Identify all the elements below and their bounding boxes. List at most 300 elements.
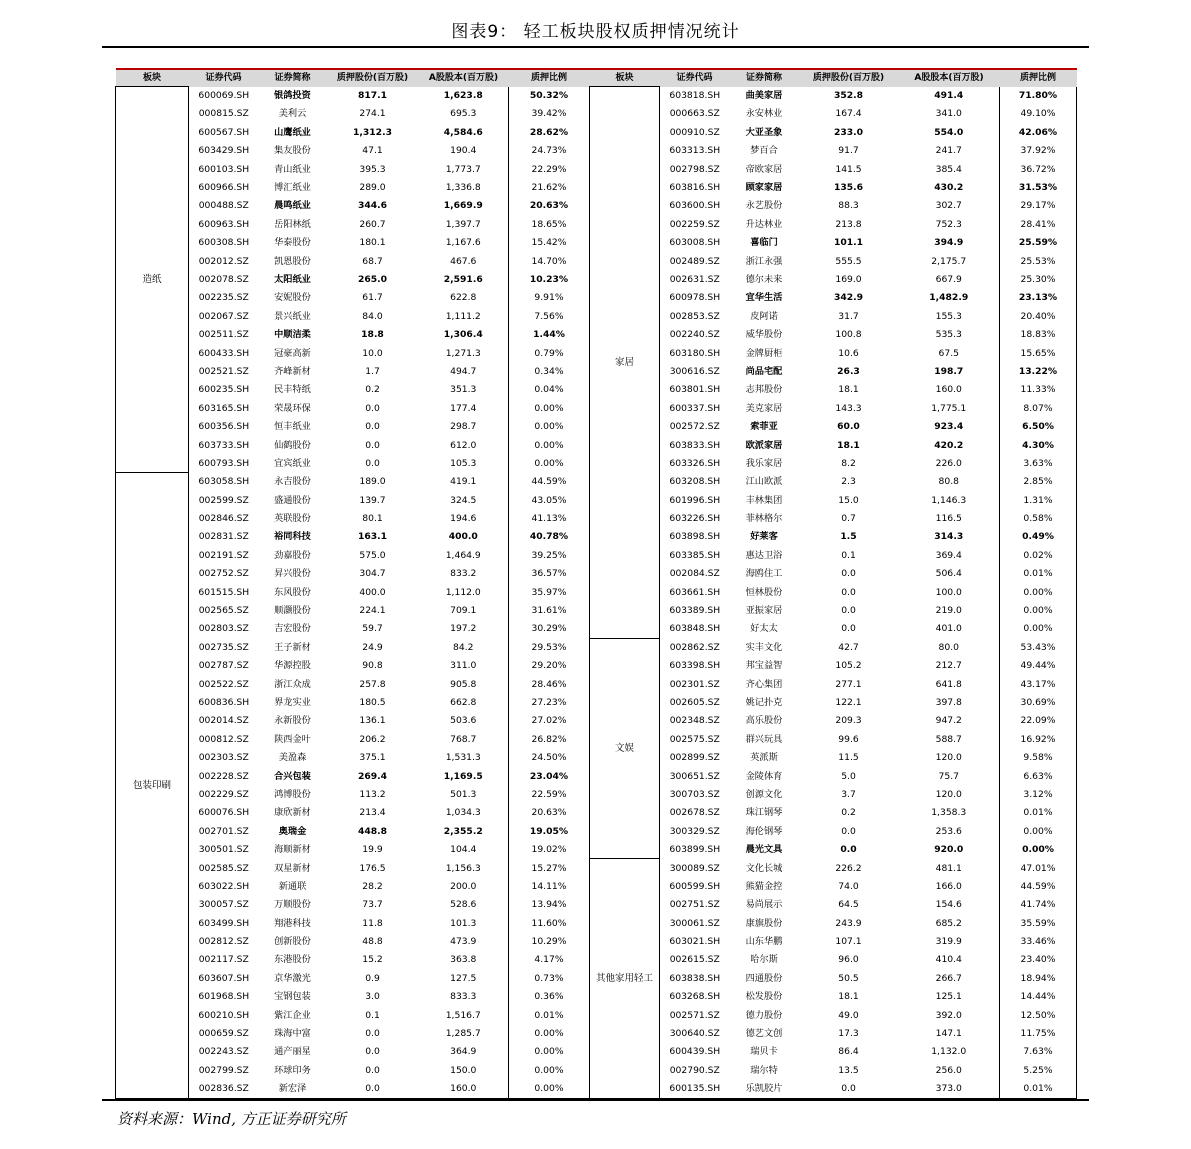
header-sector: 板块 [116, 69, 189, 87]
cell-pledged: 74.0 [838, 880, 859, 892]
cell-ashares: 105.3 [450, 457, 477, 469]
cell-ashares: 709.1 [450, 605, 477, 617]
cell-ashares: 373.0 [899, 1080, 1000, 1099]
cell-code: 603801.SH [669, 384, 721, 396]
cell-pledged: 135.6 [833, 182, 864, 194]
cell-pledged: 49.0 [838, 1009, 859, 1021]
cell-ashares: 1,623.8 [443, 90, 483, 102]
cell-pledged: 18.1 [837, 439, 860, 451]
cell-code: 603208.SH [669, 476, 721, 488]
cell-ratio: 3.63% [1000, 454, 1077, 472]
cell-pledged: 5.0 [841, 770, 856, 782]
cell-pledged: 375.1 [359, 752, 386, 764]
cell-name: 青山纸业 [274, 163, 311, 175]
cell-name: 民丰特纸 [274, 384, 311, 396]
cell-code: 603008.SH [669, 237, 721, 249]
cell-pledged: 28.2 [362, 880, 383, 892]
cell-ratio: 36.72% [1000, 160, 1077, 178]
cell-pledged: 96.0 [838, 954, 859, 966]
cell-pledged: 274.1 [359, 108, 386, 120]
cell-code: 603022.SH [198, 880, 250, 892]
cell-pledged: 86.4 [838, 1046, 859, 1058]
cell-pledged: 0.2 [365, 384, 380, 396]
sector-cell: 其他家用轻工 [590, 859, 660, 1099]
cell-pledged: 0.0 [365, 1046, 380, 1058]
cell-ashares: 528.6 [450, 899, 477, 911]
cell-ashares: 1,132.0 [931, 1046, 967, 1058]
cell-code: 002078.SZ [198, 274, 249, 285]
cell-name: 德艺文创 [745, 1028, 783, 1040]
cell-ratio: 11.60% [509, 914, 590, 932]
cell-pledged: 10.6 [838, 347, 859, 359]
cell-code: 002812.SZ [198, 936, 249, 948]
cell-code: 002846.SZ [198, 513, 249, 525]
cell-ashares: 1,111.2 [445, 310, 481, 322]
cell-ashares: 116.5 [935, 513, 962, 525]
cell-ratio: 18.65% [509, 215, 590, 233]
cell-ashares: 430.2 [934, 182, 964, 194]
cell-name: 紫江企业 [274, 1009, 311, 1021]
cell-pledged: 0.0 [841, 623, 856, 635]
cell-ashares: 364.9 [450, 1046, 477, 1058]
cell-name: 乐凯胶片 [730, 1080, 799, 1099]
cell-pledged: 13.5 [838, 1064, 859, 1076]
cell-name: 山鹰纸业 [274, 126, 311, 138]
table-row [116, 859, 1077, 877]
cell-code: 300057.SZ [198, 899, 249, 911]
table-body [116, 87, 1077, 1099]
cell-ashares: 506.4 [935, 568, 962, 580]
cell-pledged: 88.3 [838, 200, 859, 212]
cell-ratio: 39.42% [509, 105, 590, 123]
cell-ratio: 20.40% [1000, 307, 1077, 325]
cell-ashares: 200.0 [450, 880, 477, 892]
cell-pledged: 1.7 [365, 365, 380, 377]
cell-code: 002631.SZ [669, 274, 720, 285]
cell-name: 英联股份 [274, 513, 311, 525]
header-sector: 板块 [590, 69, 660, 87]
cell-code: 002862.SZ [669, 641, 720, 653]
cell-pledged: 448.8 [357, 825, 388, 837]
cell-ratio: 49.44% [1000, 657, 1077, 675]
cell-pledged: 84.0 [362, 310, 383, 322]
cell-ratio: 31.61% [509, 601, 590, 619]
cell-code: 600235.SH [198, 384, 250, 396]
cell-pledged: 91.7 [838, 145, 859, 157]
cell-name: 姚记扑克 [745, 696, 783, 708]
cell-ratio: 0.00% [509, 399, 590, 417]
cell-code: 603607.SH [198, 972, 250, 984]
cell-ashares: 920.0 [934, 844, 964, 856]
cell-pledged: 0.1 [841, 549, 856, 561]
cell-ashares: 198.7 [934, 365, 964, 377]
cell-ashares: 266.7 [935, 972, 962, 984]
cell-ratio: 0.34% [509, 362, 590, 380]
cell-pledged: 68.7 [362, 255, 383, 267]
cell-ratio: 6.50% [1000, 418, 1077, 436]
cell-code: 600433.SH [198, 347, 250, 359]
cell-ratio: 5.25% [1000, 1061, 1077, 1079]
cell-ashares: 177.4 [450, 402, 477, 414]
cell-code: 300703.SZ [669, 788, 720, 800]
cell-ashares: 256.0 [935, 1064, 962, 1076]
cell-name: 瑞贝卡 [750, 1046, 778, 1058]
cell-name: 新通联 [278, 880, 307, 892]
cell-code: 603021.SH [669, 936, 721, 948]
cell-ratio: 28.62% [509, 123, 590, 141]
cell-pledged: 59.7 [362, 623, 383, 635]
cell-ratio: 42.06% [1000, 123, 1077, 141]
cell-ratio: 0.73% [509, 969, 590, 987]
cell-ratio: 25.59% [1000, 234, 1077, 252]
cell-code: 603600.SH [669, 200, 721, 212]
cell-ratio: 13.22% [1000, 362, 1077, 380]
cell-name: 创源文化 [745, 788, 783, 800]
cell-name: 双星新材 [274, 862, 311, 874]
cell-name: 海伦钢琴 [745, 825, 783, 837]
cell-ashares: 662.8 [450, 696, 477, 708]
cell-ashares: 1,167.6 [445, 237, 481, 249]
cell-ashares: 1,775.1 [931, 402, 967, 414]
cell-name: 凯恩股份 [274, 255, 311, 267]
cell-ashares: 80.8 [938, 476, 959, 488]
cell-code: 603818.SH [669, 90, 721, 102]
cell-name: 索菲亚 [750, 421, 778, 433]
cell-code: 600069.SH [198, 90, 250, 102]
cell-ratio: 27.02% [509, 712, 590, 730]
cell-pledged: 344.6 [357, 200, 388, 212]
cell-code: 600567.SH [198, 126, 250, 138]
cell-name: 珠江钢琴 [745, 807, 783, 819]
cell-pledged: 42.7 [838, 641, 859, 653]
cell-name: 昇兴股份 [274, 568, 311, 580]
cell-code: 002067.SZ [198, 310, 249, 322]
bottom-rule [102, 1099, 1089, 1101]
cell-ratio: 43.05% [509, 491, 590, 509]
cell-name: 皮阿诺 [750, 310, 778, 322]
cell-pledged: 817.1 [357, 90, 388, 102]
cell-name: 顾家家居 [745, 182, 783, 194]
cell-code: 002511.SZ [198, 329, 249, 341]
cell-name: 华源控股 [274, 660, 311, 672]
cell-code: 002803.SZ [198, 623, 249, 635]
cell-name: 京华激光 [274, 972, 311, 984]
cell-code: 603058.SH [198, 476, 250, 488]
cell-code: 603898.SH [669, 531, 721, 543]
cell-ashares: 125.1 [935, 991, 962, 1003]
sector-cell: 文娱 [590, 638, 660, 859]
cell-name: 仙鹤股份 [274, 439, 311, 451]
cell-ashares: 84.2 [453, 641, 474, 653]
cell-ashares: 695.3 [450, 108, 477, 120]
cell-pledged: 31.7 [838, 310, 859, 322]
cell-code: 000659.SZ [198, 1028, 249, 1040]
cell-code: 002191.SZ [198, 549, 249, 561]
cell-code: 002790.SZ [669, 1064, 720, 1076]
cell-ashares: 67.5 [938, 347, 959, 359]
cell-pledged: 226.2 [835, 862, 862, 874]
cell-name: 升达林业 [745, 218, 783, 230]
cell-code: 002259.SZ [669, 218, 720, 230]
cell-ratio: 27.23% [509, 693, 590, 711]
cell-pledged: 180.5 [359, 696, 386, 708]
cell-ashares: 154.6 [935, 899, 962, 911]
cell-ratio: 23.40% [1000, 951, 1077, 969]
cell-code: 000815.SZ [198, 108, 249, 120]
cell-code: 601515.SH [198, 586, 250, 598]
cell-ratio: 21.62% [509, 178, 590, 196]
cell-ratio: 15.27% [509, 859, 590, 877]
cell-ashares: 150.0 [450, 1064, 477, 1076]
cell-ratio: 26.82% [509, 730, 590, 748]
cell-ashares: 1,285.7 [445, 1028, 481, 1040]
cell-code: 002799.SZ [198, 1064, 249, 1076]
cell-ratio: 15.42% [509, 234, 590, 252]
cell-code: 002084.SZ [669, 568, 720, 580]
cell-name: 永新股份 [274, 715, 311, 727]
cell-name: 奥瑞金 [278, 825, 307, 837]
cell-ratio: 0.49% [1000, 528, 1077, 546]
cell-ratio: 7.56% [509, 307, 590, 325]
cell-pledged: 0.0 [799, 1080, 899, 1099]
header-code: 证券代码 [189, 69, 259, 87]
cell-ashares: 1,773.7 [445, 163, 481, 175]
cell-pledged: 100.8 [835, 329, 862, 341]
cell-ratio: 19.02% [509, 841, 590, 859]
cell-ratio: 25.30% [1000, 270, 1077, 288]
cell-ratio: 8.07% [1000, 399, 1077, 417]
cell-ashares: 401.0 [935, 623, 962, 635]
cell-pledged: 99.6 [838, 733, 859, 745]
cell-code: 603661.SH [669, 586, 721, 598]
cell-pledged: 400.0 [359, 586, 386, 598]
cell-name: 中顺洁柔 [274, 329, 311, 341]
cell-name: 美克家居 [745, 402, 783, 414]
cell-name: 惠达卫浴 [745, 549, 783, 561]
cell-ratio: 22.29% [509, 160, 590, 178]
cell-ratio: 0.00% [509, 454, 590, 472]
cell-code: 603226.SH [669, 513, 721, 525]
header-name: 证券简称 [730, 69, 799, 87]
cell-name: 齐心集团 [745, 678, 783, 690]
cell-name: 宜华生活 [745, 292, 783, 304]
cell-pledged: 260.7 [359, 218, 386, 230]
cell-ratio: 0.04% [509, 381, 590, 399]
cell-ratio: 0.00% [1000, 620, 1077, 638]
cell-pledged: 3.0 [365, 991, 380, 1003]
cell-ratio: 43.17% [1000, 675, 1077, 693]
cell-code: 600337.SH [669, 402, 721, 414]
cell-name: 帝欧家居 [745, 163, 783, 175]
cell-ashares: 80.0 [938, 641, 959, 653]
cell-pledged: 18.1 [838, 384, 859, 396]
cell-code: 002678.SZ [669, 807, 720, 819]
cell-name: 东风股份 [274, 586, 311, 598]
cell-pledged: 213.4 [359, 807, 386, 819]
cell-ratio: 0.00% [1000, 822, 1077, 840]
cell-ratio: 30.29% [509, 620, 590, 638]
cell-ratio: 0.58% [1000, 509, 1077, 527]
cell-ratio: 0.00% [509, 1043, 590, 1061]
cell-ashares: 1,146.3 [931, 494, 967, 506]
cell-code: 002228.SZ [198, 770, 249, 782]
cell-code: 603499.SH [198, 917, 250, 929]
cell-name: 金陵体育 [745, 770, 783, 782]
cell-ratio: 0.01% [1000, 804, 1077, 822]
cell-code: 603398.SH [669, 660, 721, 672]
cell-ratio: 29.53% [509, 638, 590, 656]
cell-code: 002240.SZ [669, 329, 720, 341]
cell-ashares: 219.0 [935, 605, 962, 617]
cell-ashares: 622.8 [450, 292, 477, 304]
cell-ashares: 385.4 [935, 163, 962, 175]
cell-code: 002615.SZ [669, 954, 720, 966]
cell-code: 600836.SH [198, 696, 250, 708]
cell-ratio: 0.00% [509, 418, 590, 436]
cell-name: 岳阳林纸 [274, 218, 311, 230]
cell-ratio: 23.13% [1000, 289, 1077, 307]
cell-pledged: 90.8 [362, 660, 383, 672]
cell-ashares: 535.3 [935, 329, 962, 341]
cell-name: 实丰文化 [745, 641, 783, 653]
cell-ashares: 905.8 [450, 678, 477, 690]
cell-ashares: 1,482.9 [929, 292, 969, 304]
cell-ratio: 36.57% [509, 565, 590, 583]
cell-ratio: 71.80% [1000, 87, 1077, 105]
cell-name: 永安林业 [745, 108, 783, 120]
cell-ratio: 41.13% [509, 509, 590, 527]
cell-ratio: 0.36% [509, 988, 590, 1006]
sector-cell: 包装印刷 [116, 473, 189, 1099]
cell-code: 600210.SH [198, 1009, 250, 1021]
cell-ashares: 160.0 [935, 384, 962, 396]
cell-ashares: 1,306.4 [443, 329, 483, 341]
cell-pledged: 15.2 [362, 954, 383, 966]
cell-name: 王子新材 [274, 641, 311, 653]
cell-ashares: 253.6 [935, 825, 962, 837]
cell-ratio: 13.94% [509, 896, 590, 914]
cell-pledged: 555.5 [835, 255, 862, 267]
cell-name: 浙江众成 [274, 678, 311, 690]
cell-ashares: 1,271.3 [445, 347, 481, 359]
cell-code: 002831.SZ [198, 531, 249, 543]
cell-pledged: 0.0 [365, 1028, 380, 1040]
cell-ashares: 100.0 [935, 586, 962, 598]
cell-name: 康旗股份 [745, 917, 783, 929]
cell-pledged: 64.5 [838, 899, 859, 911]
cell-code: 600793.SH [198, 457, 250, 469]
cell-pledged: 209.3 [835, 715, 862, 727]
cell-code: 603326.SH [669, 457, 721, 469]
cell-ratio: 47.01% [1000, 859, 1077, 877]
cell-name: 德力股份 [745, 1009, 783, 1021]
cell-pledged: 257.8 [359, 678, 386, 690]
cell-code: 002522.SZ [198, 678, 249, 690]
cell-pledged: 304.7 [359, 568, 386, 580]
cell-code: 603180.SH [669, 347, 721, 359]
cell-pledged: 0.0 [327, 1080, 419, 1099]
cell-name: 群兴玩具 [745, 733, 783, 745]
cell-pledged: 277.1 [835, 678, 862, 690]
cell-code: 002751.SZ [669, 899, 720, 911]
cell-pledged: 1,312.3 [353, 126, 392, 138]
cell-code: 300089.SZ [669, 862, 720, 874]
cell-name: 四通股份 [745, 972, 783, 984]
cell-ashares: 194.6 [450, 513, 477, 525]
cell-pledged: 17.3 [838, 1028, 859, 1040]
cell-ashares: 419.1 [450, 476, 477, 488]
cell-ashares: 394.9 [934, 237, 964, 249]
cell-code: 300061.SZ [669, 917, 720, 929]
cell-code: 002489.SZ [669, 255, 720, 267]
cell-name: 博汇纸业 [274, 182, 311, 194]
cell-ashares: 212.7 [935, 660, 962, 672]
cell-ratio: 19.05% [509, 822, 590, 840]
cell-name: 冠豪高新 [274, 347, 311, 359]
cell-ashares: 302.7 [935, 200, 962, 212]
cell-pledged: 0.2 [841, 807, 856, 819]
source-note: 资料来源：Wind, 方正证券研究所 [117, 1110, 346, 1128]
cell-name: 永艺股份 [745, 200, 783, 212]
cell-pledged: 139.7 [359, 494, 386, 506]
cell-name: 英派斯 [750, 752, 778, 764]
cell-name: 创新股份 [274, 936, 311, 948]
cell-pledged: 206.2 [359, 733, 386, 745]
cell-pledged: 0.0 [365, 1064, 380, 1076]
cell-ashares: 685.2 [935, 917, 962, 929]
cell-pledged: 0.0 [365, 457, 380, 469]
cell-code: 603385.SH [669, 549, 721, 561]
cell-ashares: 1,034.3 [445, 807, 481, 819]
cell-ratio: 30.69% [1000, 693, 1077, 711]
cell-ratio: 0.00% [509, 1024, 590, 1042]
cell-ratio: 15.65% [1000, 344, 1077, 362]
cell-ashares: 197.2 [450, 623, 477, 635]
cell-ashares: 473.9 [450, 936, 477, 948]
cell-name: 志邦股份 [745, 384, 783, 396]
cell-name: 恒林股份 [745, 586, 783, 598]
cell-pledged: 61.7 [362, 292, 383, 304]
cell-ashares: 503.6 [450, 715, 477, 727]
cell-code: 002735.SZ [198, 641, 249, 653]
cell-name: 德尔未来 [745, 274, 783, 285]
cell-ratio: 18.94% [1000, 969, 1077, 987]
cell-ashares: 319.9 [935, 936, 962, 948]
cell-code: 603313.SH [669, 145, 721, 157]
cell-ashares: 833.2 [450, 568, 477, 580]
cell-name: 文化长城 [745, 862, 783, 874]
cell-ashares: 1,516.7 [445, 1009, 481, 1021]
cell-ashares: 75.7 [938, 770, 959, 782]
cell-code: 002899.SZ [669, 752, 720, 764]
cell-code: 603838.SH [669, 972, 721, 984]
cell-name: 我乐家居 [745, 457, 783, 469]
cell-code: 002836.SZ [189, 1080, 259, 1099]
cell-code: 002575.SZ [669, 733, 720, 745]
cell-ratio: 44.59% [509, 473, 590, 491]
cell-name: 尚品宅配 [745, 365, 783, 377]
cell-ashares: 120.0 [935, 752, 962, 764]
cell-code: 002605.SZ [669, 696, 720, 708]
cell-ratio: 22.09% [1000, 712, 1077, 730]
cell-pledged: 289.0 [359, 182, 386, 194]
cell-pledged: 141.5 [835, 163, 862, 175]
cell-ashares: 641.8 [935, 678, 962, 690]
cell-code: 002348.SZ [669, 715, 720, 727]
cell-name: 安妮股份 [274, 292, 311, 304]
cell-pledged: 0.0 [841, 586, 856, 598]
cell-code: 002243.SZ [198, 1046, 249, 1058]
